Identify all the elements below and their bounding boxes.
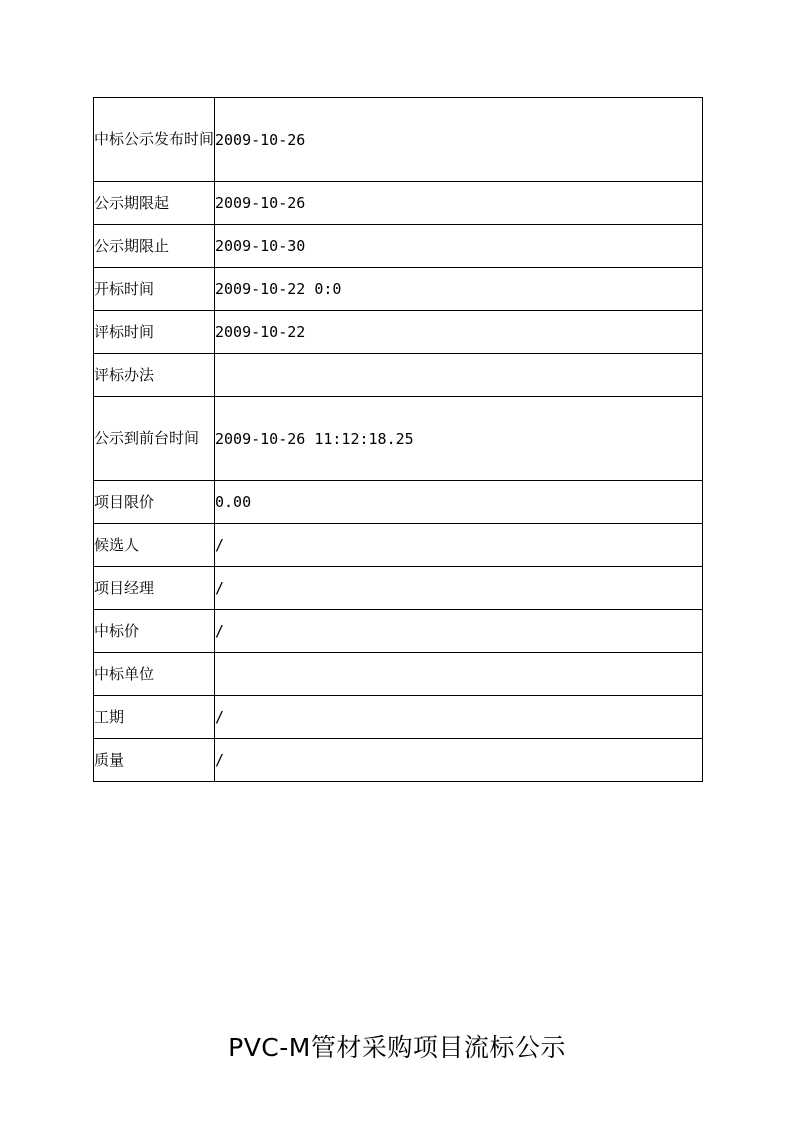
row-value: 2009-10-30 — [215, 225, 703, 268]
row-value: 2009-10-26 — [215, 98, 703, 182]
row-label: 项目经理 — [94, 567, 215, 610]
table-row — [94, 653, 703, 696]
table-row — [94, 696, 703, 739]
row-label: 中标单位 — [94, 653, 215, 696]
table-row — [94, 311, 703, 354]
table-row — [94, 610, 703, 653]
row-label: 评标办法 — [94, 354, 215, 397]
row-label: 项目限价 — [94, 481, 215, 524]
table-row — [94, 182, 703, 225]
page-title: PVC-M管材采购项目流标公示 — [228, 1033, 566, 1062]
row-label: 公示期限止 — [94, 225, 215, 268]
row-value: 2009-10-22 — [215, 311, 703, 354]
row-label: 质量 — [94, 739, 215, 782]
row-label: 评标时间 — [94, 311, 215, 354]
table-row — [94, 354, 703, 397]
table-row — [94, 524, 703, 567]
row-value: / — [215, 739, 703, 782]
row-label: 公示到前台时间 — [94, 397, 215, 481]
table-row — [94, 268, 703, 311]
row-value — [215, 354, 703, 397]
row-value — [215, 653, 703, 696]
row-label: 中标公示发布时间 — [94, 98, 215, 182]
row-label: 候选人 — [94, 524, 215, 567]
row-value: 0.00 — [215, 481, 703, 524]
row-value: / — [215, 610, 703, 653]
table-row — [94, 739, 703, 782]
table-row — [94, 567, 703, 610]
row-label: 公示期限起 — [94, 182, 215, 225]
row-label: 中标价 — [94, 610, 215, 653]
row-value: 2009-10-22 0:0 — [215, 268, 703, 311]
row-value: / — [215, 567, 703, 610]
row-value: / — [215, 524, 703, 567]
row-value: / — [215, 696, 703, 739]
row-value: 2009-10-26 — [215, 182, 703, 225]
table-row — [94, 98, 703, 182]
row-label: 开标时间 — [94, 268, 215, 311]
row-value: 2009-10-26 11:12:18.25 — [215, 397, 703, 481]
table-row — [94, 225, 703, 268]
bid-info-table — [93, 97, 703, 782]
table-row — [94, 481, 703, 524]
row-label: 工期 — [94, 696, 215, 739]
table-row — [94, 397, 703, 481]
